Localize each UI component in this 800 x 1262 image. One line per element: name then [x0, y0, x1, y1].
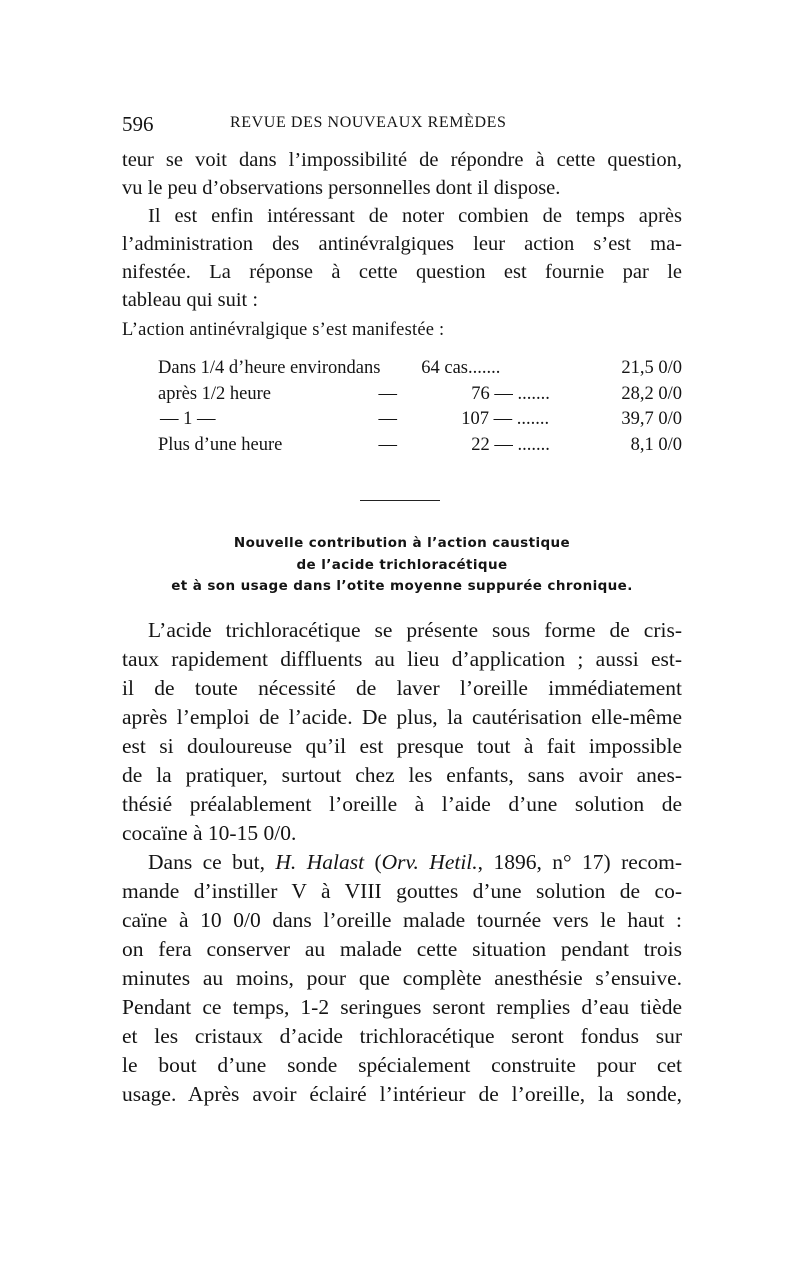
table-row — [158, 407, 682, 433]
text-line — [122, 848, 682, 877]
text-line: le bout d’une sonde spécialement construite pour cet — [122, 1052, 682, 1077]
onset-table — [158, 356, 682, 458]
text-line: mande d’instiller V à VIII gouttes d’une solution de co- — [122, 878, 682, 903]
journal-name: Orv. Hetil. — [381, 849, 478, 874]
row-percent: 39,7 0/0 — [621, 409, 682, 429]
text-line: L’acide trichloracétique se présente sous forme de cris- — [148, 617, 682, 642]
running-head — [122, 112, 682, 142]
row-dash: — — [378, 409, 398, 429]
heading-line: de l’acide trichloracétique — [296, 556, 508, 573]
author-name: H. Halast — [275, 849, 365, 874]
text-line: cocaïne à 10-15 0/0. — [122, 820, 297, 845]
section-divider — [360, 500, 440, 501]
text-line: de la pratiquer, surtout chez les enfants, sans avoir anes- — [122, 762, 682, 787]
row-label: — 1 — — [160, 409, 216, 429]
text-line: on fera conserver au malade cette situation pendant trois — [122, 936, 682, 961]
text-line: l’administration des antinévralgiques leur action s’est ma- — [122, 233, 682, 255]
heading-line: et à son usage dans l’otite moyenne suppurée chronique. — [171, 578, 633, 594]
table-row — [158, 433, 682, 459]
section-heading — [122, 533, 682, 598]
text-run: Dans ce but, — [148, 849, 276, 874]
row-percent: 28,2 0/0 — [621, 383, 682, 404]
row-dash: — — [378, 383, 398, 404]
text-line: thésié préalablement l’oreille à l’aide d’une solution de — [122, 791, 682, 816]
page-number: 596 — [122, 112, 154, 136]
text-line: usage. Après avoir éclairé l’intérieur de l’oreille, la sonde, — [122, 1081, 682, 1106]
section-paragraph-2 — [122, 848, 682, 1109]
table-intro: L’action antinévralgique s’est manifestée : — [122, 320, 445, 340]
intro-paragraph-1 — [122, 146, 682, 202]
page — [122, 112, 682, 1109]
text-line: vu le peu d’observations personnelles dont il dispose. — [122, 177, 561, 199]
text-line: Pendant ce temps, 1-2 seringues seront remplies d’eau tiède — [122, 994, 682, 1019]
row-count: 64 cas....... — [421, 358, 501, 378]
text-line: il de toute nécessité de laver l’oreille immédiatement — [122, 675, 682, 700]
heading-line: Nouvelle contribution à l’action caustique — [233, 535, 571, 551]
text-run: ( — [364, 849, 382, 874]
row-count: 22 — ....... — [471, 434, 550, 455]
table-row — [158, 356, 682, 382]
text-line: tableau qui suit : — [122, 289, 259, 311]
row-percent: 21,5 0/0 — [621, 358, 682, 378]
text-run: , 1896, n° 17) recom- — [477, 849, 682, 874]
text-line: minutes au moins, pour que complète anesthésie s’ensuive. — [122, 965, 682, 990]
row-dash: dans — [346, 358, 381, 378]
text-line: Il est enfin intéressant de noter combien de temps après — [148, 205, 682, 227]
text-line: nifestée. La réponse à cette question est fournie par le — [122, 261, 682, 283]
section-paragraph-1 — [122, 616, 682, 848]
intro-paragraph-2 — [122, 202, 682, 314]
row-percent: 8,1 0/0 — [630, 434, 682, 455]
row-label: Plus d’une heure — [158, 434, 283, 455]
text-line: taux rapidement diffluents au lieu d’application ; aussi est- — [122, 646, 682, 671]
row-count: 107 — ....... — [461, 409, 550, 429]
text-line: après l’emploi de l’acide. De plus, la cautérisation elle-même — [122, 704, 682, 729]
row-count: 76 — ....... — [471, 383, 550, 404]
text-line: teur se voit dans l’impossibilité de répondre à cette question, — [122, 149, 682, 171]
row-label: Dans 1/4 d’heure environ — [158, 358, 347, 378]
running-title: REVUE DES NOUVEAUX REMÈDES — [230, 114, 507, 131]
table-row — [158, 382, 682, 408]
text-line: est si douloureuse qu’il est presque tout à fait impossible — [122, 733, 682, 758]
text-line: caïne à 10 0/0 dans l’oreille malade tournée vers le haut : — [122, 907, 682, 932]
row-label: après 1/2 heure — [158, 383, 272, 404]
text-line: et les cristaux d’acide trichloracétique seront fondus sur — [122, 1023, 682, 1048]
row-dash: — — [378, 434, 398, 455]
